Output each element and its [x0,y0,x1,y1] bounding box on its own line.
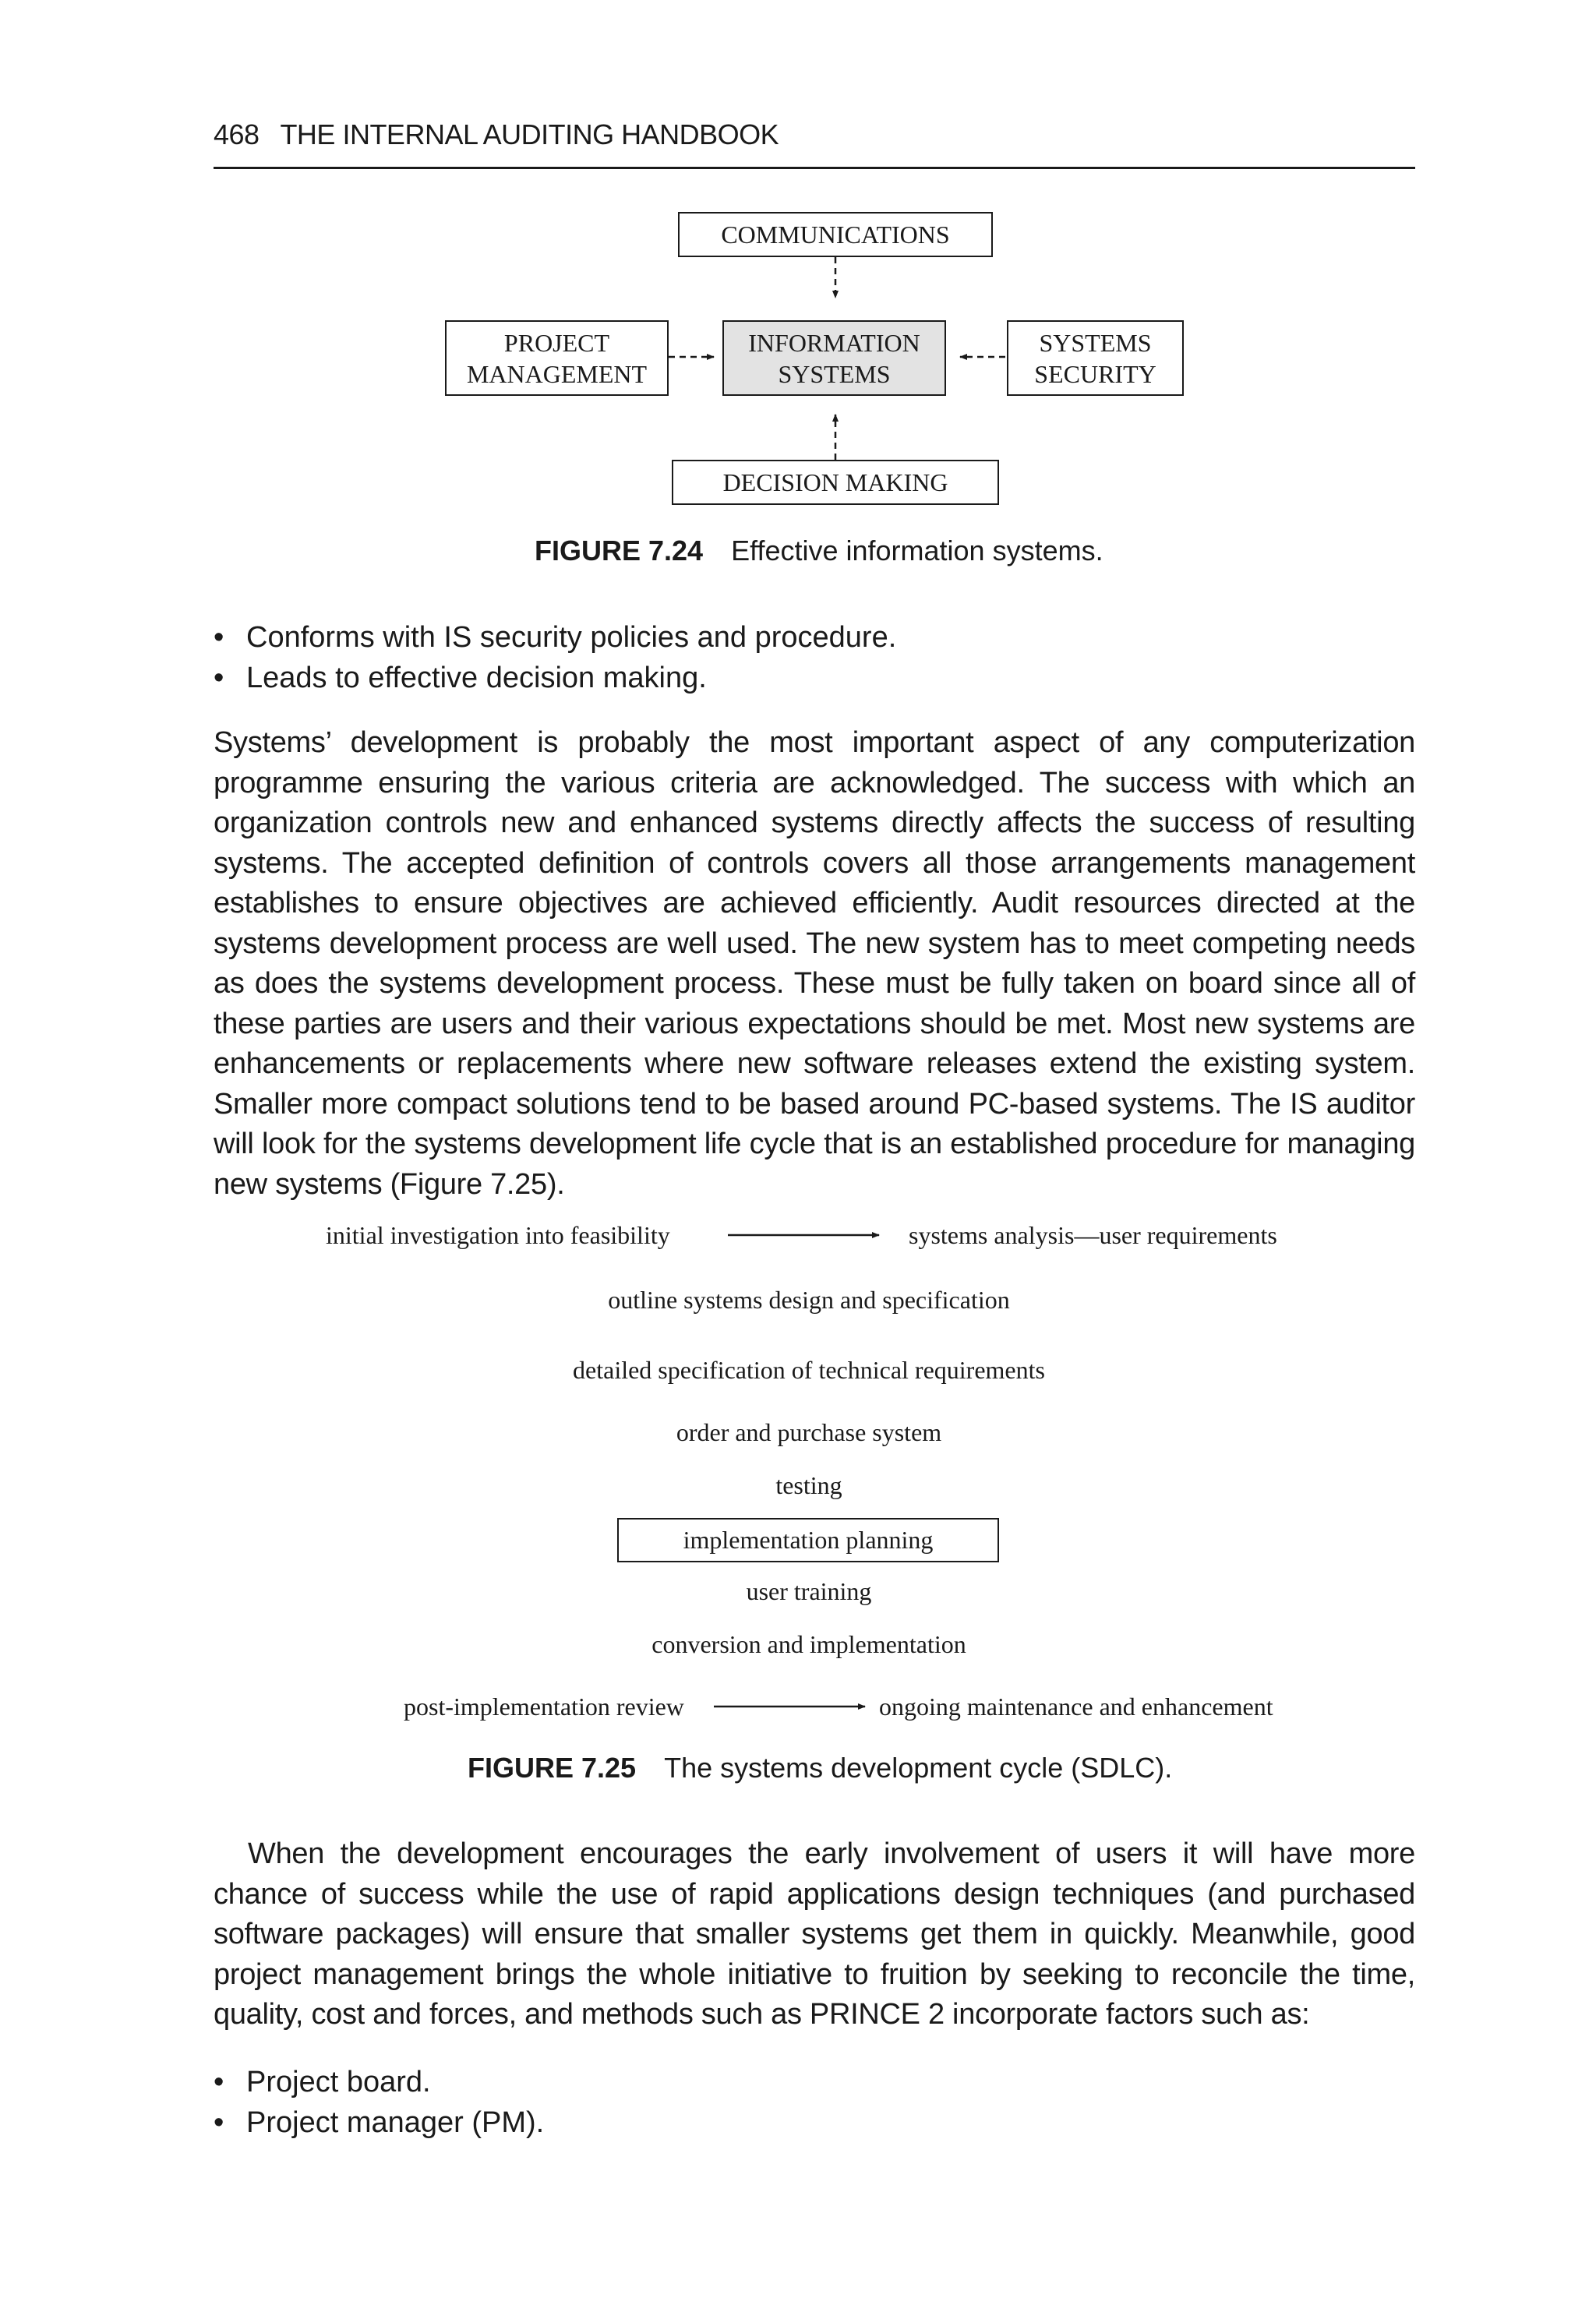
list-item: • Leads to effective decision making. [214,658,896,698]
stage-ongoing-maintenance: ongoing maintenance and enhancement [879,1692,1273,1721]
stage-systems-analysis: systems analysis—user requirements [909,1221,1277,1249]
communications-box: COMMUNICATIONS [678,212,993,257]
stage-detailed-specification: detailed specification of technical requirements [573,1356,1045,1384]
stage-implementation-planning: implementation planning [617,1518,999,1562]
figure-7-25-title: The systems development cycle (SDLC). [664,1752,1173,1784]
body-paragraph-1: Systems’ development is probably the most important aspect of any computerization programme ensuring the various criteria are acknowledged. The success with which an organization controls new and enhanced systems directly affects the success of resulting systems. The accepted definition of controls covers all those arrangements management establishes to ensure objectives are achieved efficiently. Audit resources directed at the systems development process are well used. The new system has to meet competing needs as does the systems development process. These must be fully taken on board since all of these parties are users and their various expectations should be met. Most new systems are enhancements or replacements where new software releases extend the existing system. Smaller more compact solutions tend to be based around PC-based systems. The IS auditor will look for the systems development life cycle that is an established procedure for managing new systems (Figure 7.25). [214,726,1415,1201]
project-management-box: PROJECT MANAGEMENT [445,320,669,396]
stage-initial-investigation: initial investigation into feasibility [326,1221,670,1249]
decision-making-box: DECISION MAKING [672,460,999,505]
page-number: 468 [214,118,260,150]
bullet-list-2 [214,2062,544,2143]
list-item: • Project board. [214,2062,544,2102]
information-systems-box: INFORMATION SYSTEMS [722,320,946,396]
stage-conversion: conversion and implementation [651,1630,966,1658]
list-item: • Project manager (PM). [214,2102,544,2143]
figure-7-24-label: FIGURE 7.24 [535,535,704,567]
stage-testing: testing [775,1471,842,1499]
figure-7-25-caption [468,1752,1172,1784]
body-paragraph-2: When the development encourages the early involvement of users it will have more chance of success while the use of rapid applications design techniques (and purchased software packages) will ensure that smaller systems get them in quickly. Meanwhile, good project management brings the whole initiative to fruition by seeking to reconcile the time, quality, cost and forces, and methods such as PRINCE 2 incorporate factors such as: [214,1837,1415,2031]
stage-post-implementation-review: post-implementation review [404,1692,684,1721]
figure-7-24-title: Effective information systems. [731,535,1103,567]
stage-user-training: user training [746,1577,872,1605]
systems-security-box: SYSTEMS SECURITY [1007,320,1184,396]
stage-outline-design: outline systems design and specification [608,1286,1010,1314]
stage-order-purchase: order and purchase system [676,1418,942,1446]
figure-7-25-label: FIGURE 7.25 [468,1752,637,1784]
book-title: THE INTERNAL AUDITING HANDBOOK [280,118,779,150]
list-item: • Conforms with IS security policies and procedure. [214,617,896,658]
